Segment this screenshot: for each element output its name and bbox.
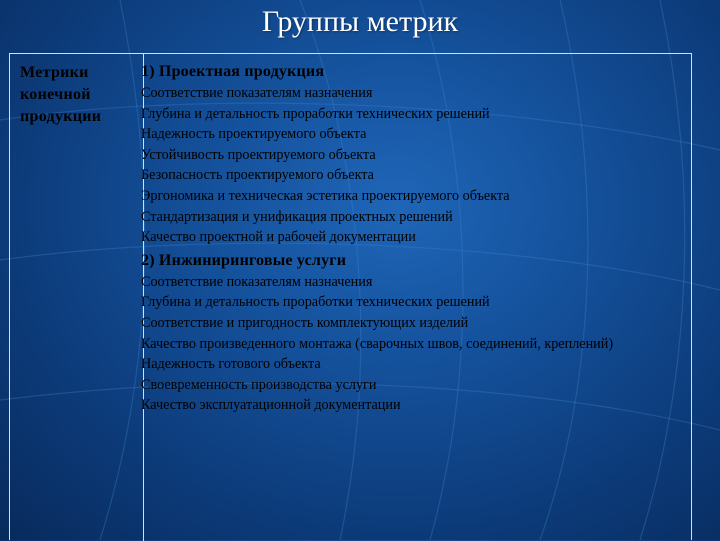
list-item: Устойчивость проектируемого объекта — [141, 146, 376, 163]
right-column — [141, 61, 689, 416]
list-item: Глубина и детальность проработки технических решений — [141, 294, 490, 311]
section-heading-engineering-services: 2) Инжиниринговые услуги — [141, 251, 347, 269]
list-item: Соответствие и пригодность комплектующих изделий — [141, 314, 469, 331]
section-heading-design-products: 1) Проектная продукция — [141, 63, 325, 80]
list-item: Надежность готового объекта — [141, 356, 321, 373]
list-item: Стандартизация и унификация проектных решений — [141, 208, 453, 225]
slide-title: Группы метрик — [261, 5, 459, 38]
list-item: Эргономика и техническая эстетика проектируемого объекта — [141, 187, 510, 204]
list-item: Своевременность производства услуги — [141, 376, 377, 393]
list-item: Соответствие показателям назначения — [141, 273, 373, 290]
list-item: Глубина и детальность проработки технических решений — [141, 105, 490, 122]
list-item: Качество эксплуатационной документации — [141, 397, 401, 414]
list-item: Соответствие показателям назначения — [141, 85, 373, 101]
left-column-header: Метрики конечной продукции — [20, 64, 102, 125]
list-item: Качество проектной и рабочей документации — [141, 229, 416, 246]
metrics-table — [9, 53, 692, 540]
list-item: Безопасность проектируемого объекта — [141, 167, 374, 184]
list-item: Надежность проектируемого объекта — [141, 126, 367, 143]
list-item: Качество произведенного монтажа (сварочных швов, соединений, креплений) — [141, 335, 614, 352]
